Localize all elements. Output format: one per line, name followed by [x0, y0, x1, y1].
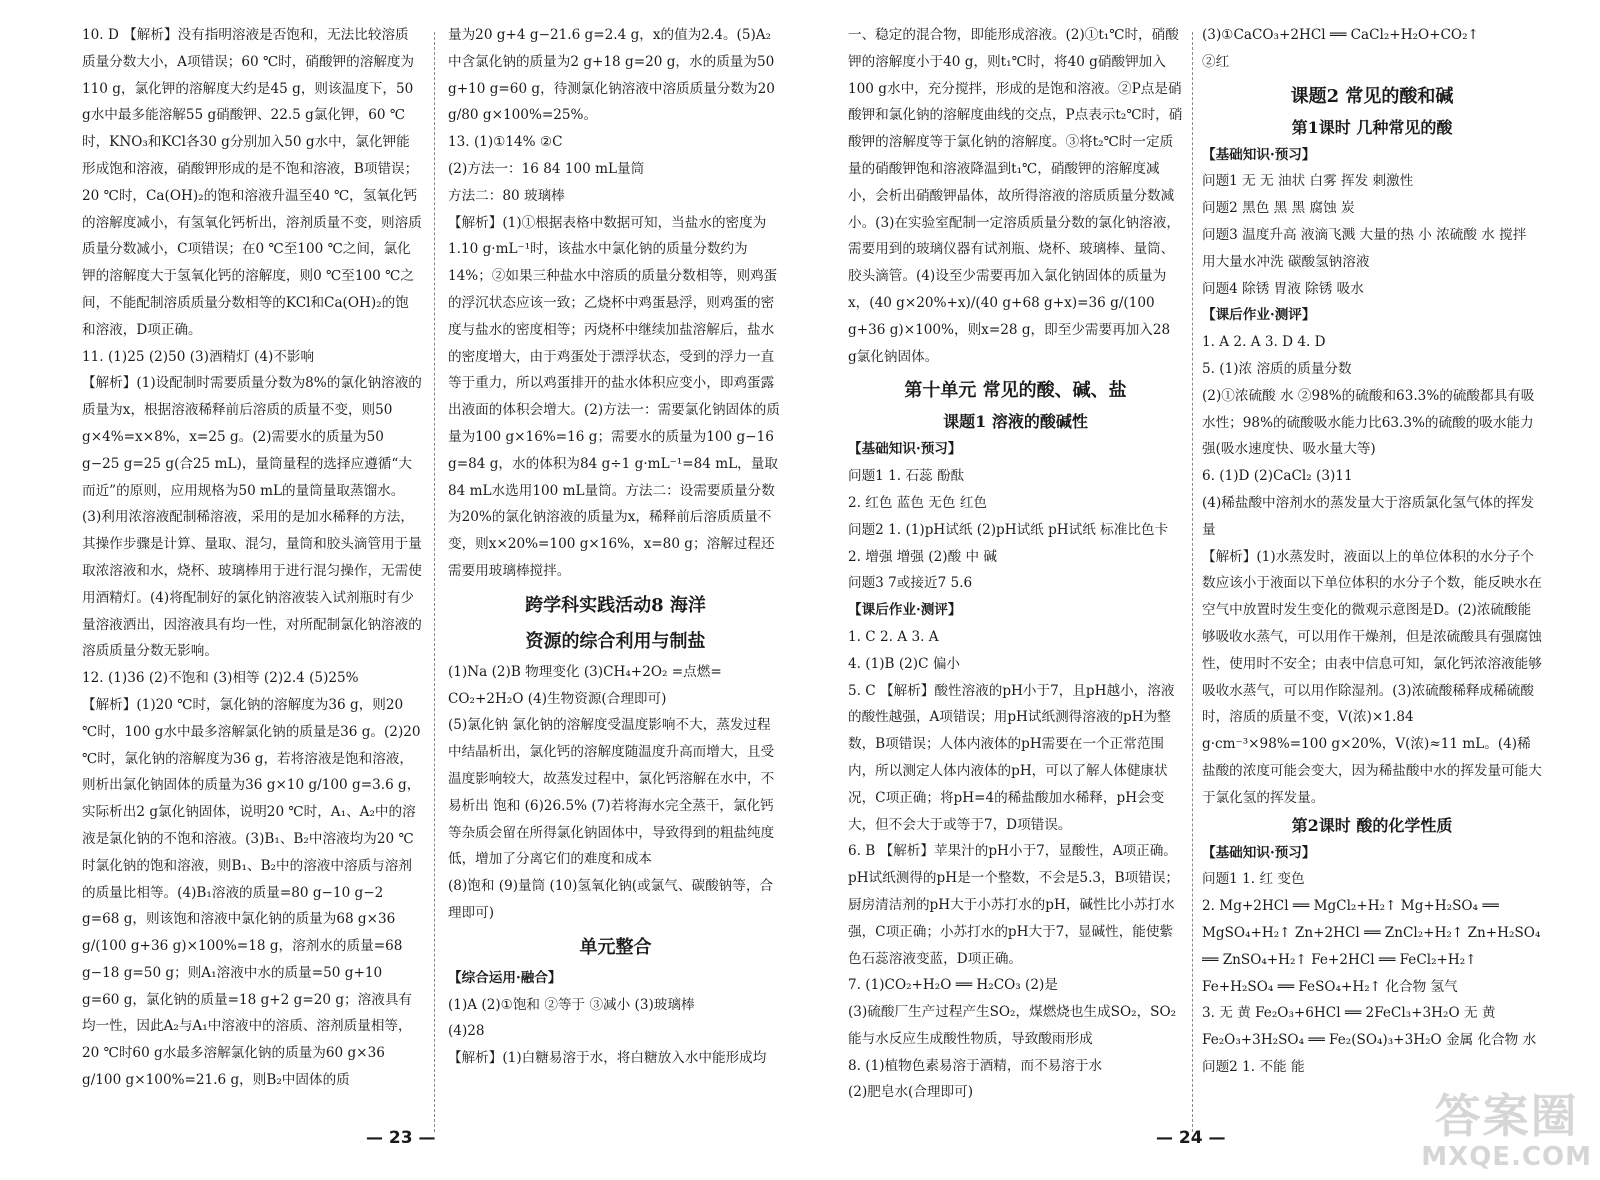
activity-answer-8: (8)饱和 (9)量筒 (10)氢氧化钠(或氯气、碳酸钠等，合理即可): [448, 878, 774, 921]
q1-line1: 问题1 1. 石蕊 酚酞: [848, 468, 965, 485]
hw-8-2: (2)肥皂水(合理即可): [848, 1084, 974, 1101]
review-answer-4: (4)28: [448, 1023, 485, 1040]
watermark: [1421, 1090, 1592, 1172]
hw-6-analysis: 【解析】(1)水蒸发时，液面以上的单位体积的水分子个数应该小于液面以下单位体积的水分子个数，能反映水在空气中放置时发生变化的微观示意图是D。(2)浓硫酸能够吸收水蒸气，可以用作干燥剂，但是浓硫酸具有强腐蚀性，使用时不安全；由表中信息可知，氯化钙浓溶液能够吸收水蒸气，可以用作除湿剂。(3)浓硫酸稀释成稀硫酸时，溶质的质量不变，V(浓)×1.84 g·cm⁻³×98%=100 g×20%，V(浓)≈11 mL。(4)稀盐酸的浓度可能会变大，因为稀盐酸中水的挥发量可能大于氯化氢的挥发量。: [1202, 548, 1542, 806]
column-divider: [1192, 32, 1193, 1132]
hw-7-3: (3)硫酸厂生产过程产生SO₂，煤燃烧也生成SO₂，SO₂能与水反应生成酸性物质，导致酸雨形成: [848, 1004, 1177, 1047]
right-column-1: [848, 22, 1183, 1142]
q2-line1: 问题2 1. (1)pH试纸 (2)pH试纸 pH试纸 标准比色卡: [848, 521, 1169, 538]
analysis-12: 【解析】(1)20 ℃时，氯化钠的溶解度为36 g，则20 ℃时，100 g水中最多溶解氯化钠的质量是36 g。(2)20 ℃时，氯化钠的溶解度为36 g，若将溶液是饱和溶液，则析出氯化钠固体的质量为36 g×10 g/100 g=3.6 g，实际析出2 g氯化钠固体，说明20 ℃时，A₁、A₂中的溶液是氯化钠的不饱和溶液。(3)B₁、B₂中溶液均为20 ℃时氯化钠的饱和溶液，则B₁、B₂中的溶液中溶质与溶剂的质量比相等。(4)B₁溶液的质量=80 g−10 g−2 g=68 g，则该饱和溶液中氯化钠的质量为68 g×36 g/(100 g+36 g)×100%=18 g，溶剂水的质量=68 g−18 g=50 g；则A₁溶液中水的质量=50 g+10 g=60 g，氯化钠的质量=18 g+2 g=20 g；溶液具有均一性，因此A₂与A₁中溶液中的溶质、溶剂质量相等，20 ℃时60 g水最多溶解氯化钠的质量为60 g×36 g/100 g×100%=21.6 g，则B₂中固体的质: [82, 696, 421, 1089]
section-heading: 跨学科实践活动8 海洋: [525, 594, 706, 616]
lesson-title: 课题2 常见的酸和碱: [1290, 85, 1454, 107]
section-heading-unit-review: 单元整合: [579, 936, 652, 958]
watermark-logo: 答案圈: [1434, 1089, 1579, 1143]
hw-5: 5. (1)浓 溶质的质量分数: [1202, 360, 1352, 377]
hw-6: 6. B 【解析】苹果汁的pH小于7，显酸性，A项正确。pH试纸测得的pH是一个整数，不会是5.3，B项错误；厨房清洁剂的pH大于小苏打水的pH，碱性比小苏打水强，C项正确；小苏打水的pH大于7，显碱性，能使紫色石蕊溶液变蓝，D项正确。: [848, 843, 1180, 967]
answer-12: 12. (1)36 (2)不饱和 (3)相等 (2)2.4 (5)25%: [82, 670, 359, 687]
q3: 问题3 温度升高 液滴飞溅 大量的热 小 浓硫酸 水 搅拌 用大量水冲洗 碳酸氢钠溶液: [1202, 226, 1527, 270]
hw-1-3: 1. C 2. A 3. A: [848, 628, 939, 645]
q2: 问题2 1. 不能 能: [1202, 1058, 1305, 1075]
subsection-tag: 【综合运用·融合】: [448, 969, 562, 986]
period-title: 第1课时 几种常见的酸: [1291, 117, 1453, 137]
review-answer-1: (1)A (2)①饱和 ②等于 ③减小 (3)玻璃棒: [448, 996, 695, 1013]
hw-7: 7. (1)CO₂+H₂O ══ H₂CO₃ (2)是: [848, 977, 1058, 994]
hw-5-2: (2)①浓硫酸 水 ②98%的硫酸和63.3%的硫酸都具有吸水性；98%的硫酸吸水能力比63.3%的硫酸的吸水能力强(吸水速度快、吸水量大等): [1202, 387, 1535, 458]
analysis-12-cont: 量为20 g+4 g−21.6 g=2.4 g，x的值为2.4。(5)A₂中含氯化钠的质量为2 g+18 g=20 g，水的质量为50 g+10 g=60 g，待测氯化钠溶液中溶质质量分数为20 g/80 g×100%=25%。: [448, 27, 775, 124]
hw-8-3b: ②红: [1202, 53, 1230, 70]
subsection-tag: 【基础知识·预习】: [1202, 844, 1316, 861]
q1-line2: 2. 红色 蓝色 无色 红色: [848, 494, 988, 511]
analysis-11: 【解析】(1)设配制时需要质量分数为8%的氯化钠溶液的质量为x，根据溶液稀释前后溶质的质量不变，则50 g×4%=x×8%，x=25 g。(2)需要水的质量为50 g−25 g=25 g(合25 mL)，量筒量程的选择应遵循“大而近”的原则，应用规格为50 mL的量筒量取蒸馏水。(3)利用浓溶液配制稀溶液，采用的是加水稀释的方法，其操作步骤是计算、量取、混匀，量筒和胶头滴管用于量取浓溶液和水，烧杯、玻璃棒用于进行混匀操作，无需使用酒精灯。(4)将配制好的氯化钠溶液装入试剂瓶时有少量溶液洒出，因溶液具有均一性，对所配制氯化钠溶液的溶质质量分数无影响。: [82, 375, 422, 660]
answer-13-2b: 方法二：80 玻璃棒: [448, 187, 565, 204]
activity-answer-5: (5)氯化钠 氯化钠的溶解度受温度影响不大，蒸发过程中结晶析出，氯化钙的溶解度随温度升高而增大，且受温度影响较大，故蒸发过程中，氯化钙溶解在水中，不易析出 饱和 (6)26.5% (7)若将海水完全蒸干，氯化钙等杂质会留在所得氯化钠固体中，导致得到的粗盐纯度低，增加了分离它们的难度和成本: [448, 717, 775, 868]
section-heading-line2: 资源的综合利用与制盐: [525, 630, 706, 652]
column-divider: [434, 32, 435, 1132]
review-analysis: 【解析】(1)白糖易溶于水，将白糖放入水中能形成均: [448, 1050, 767, 1067]
unit-title: 第十单元 常见的酸、碱、盐: [904, 380, 1127, 402]
hw-8: 8. (1)植物色素易溶于酒精，而不易溶于水: [848, 1057, 1103, 1074]
q1: 问题1 1. 红 变色: [1202, 871, 1305, 888]
answer-13: 13. (1)①14% ②C: [448, 134, 563, 151]
hw-6: 6. (1)D (2)CaCl₂ (3)11: [1202, 468, 1353, 485]
subsection-tag: 【课后作业·测评】: [1202, 307, 1316, 324]
q4: 问题4 除锈 胃液 除锈 吸水: [1202, 280, 1364, 297]
q3: 问题3 7或接近7 5.6: [848, 575, 973, 592]
lesson-title: 课题1 溶液的酸碱性: [943, 412, 1088, 432]
answer-11: 11. (1)25 (2)50 (3)酒精灯 (4)不影响: [82, 348, 315, 365]
analysis-13: 【解析】(1)①根据表格中数据可知，当盐水的密度为1.10 g·mL⁻¹时，该盐水中氯化钠的质量分数约为14%；②如果三种盐水中溶质的质量分数相等，则鸡蛋的浮沉状态应该一致；乙烧杯中鸡蛋悬浮，则鸡蛋的密度与盐水的密度相等；丙烧杯中继续加盐溶解后，盐水的密度增大，由于鸡蛋处于漂浮状态，受到的浮力一直等于重力，所以鸡蛋排开的盐水体积应变小，即鸡蛋露出液面的体积会增大。(2)方法一：需要氯化钠固体的质量为100 g×16%=16 g；需要水的质量为100 g−16 g=84 g，水的体积为84 g÷1 g·mL⁻¹=84 mL，量取84 mL水选用100 mL量筒。方法二：设需要质量分数为20%的氯化钠溶液的质量为x，稀释前后溶质质量不变，则x×20%=100 g×16%，x=80 g；溶解过程还需要用玻璃棒搅拌。: [448, 214, 780, 579]
page-number-right: — 24 —: [1156, 1128, 1226, 1148]
hw-6-4: (4)稀盐酸中溶剂水的蒸发量大于溶质氯化氢气体的挥发量: [1202, 494, 1534, 538]
subsection-tag: 【课后作业·测评】: [848, 602, 962, 619]
q1-2: 2. Mg+2HCl ══ MgCl₂+H₂↑ Mg+H₂SO₄ ══ MgSO₄+H₂↑ Zn+2HCl ══ ZnCl₂+H₂↑ Zn+H₂SO₄ ══ ZnSO₄+H₂↑ Fe+2HCl ══ FeCl₂+H₂↑ Fe+H₂SO₄ ══ FeSO₄+H₂↑ 化合物 氢气: [1202, 898, 1541, 995]
q2: 问题2 黑色 黑 黑 腐蚀 炭: [1202, 200, 1355, 217]
hw-4: 4. (1)B (2)C 偏小: [848, 655, 961, 672]
hw-8-3: (3)①CaCO₃+2HCl ══ CaCl₂+H₂O+CO₂↑: [1202, 27, 1479, 43]
q1-3: 3. 无 黄 Fe₂O₃+6HCl ══ 2FeCl₃+3H₂O 无 黄 Fe₂O₃+3H₂SO₄ ══ Fe₂(SO₄)₃+3H₂O 金属 化合物 水: [1202, 1005, 1537, 1049]
answer-13-2a: (2)方法一：16 84 100 mL量筒: [448, 160, 645, 177]
left-column-1: [82, 22, 422, 1142]
activity-answer-1: (1)Na (2)B 物理变化 (3)CH₄+2O₂ =点燃= CO₂+2H₂O (4)生物资源(合理即可): [448, 663, 722, 707]
hw-5: 5. C 【解析】酸性溶液的pH小于7，且pH越小，溶液的酸性越强，A项错误；用pH试纸测得溶液的pH为整数，B项错误；人体内液体的pH需要在一个正常范围内，所以测定人体内液体的pH，可以了解人体健康状况，C项正确；将pH=4的稀盐酸加水稀释，pH会变大，但不会大于或等于7，D项错误。: [848, 682, 1175, 833]
q2-line2: 2. 增强 增强 (2)酸 中 碱: [848, 548, 997, 565]
q1: 问题1 无 无 油状 白雾 挥发 刺激性: [1202, 173, 1414, 190]
right-column-2: [1202, 22, 1542, 1142]
period-title: 第2课时 酸的化学性质: [1291, 815, 1453, 835]
left-column-2: [448, 22, 783, 1142]
subsection-tag: 【基础知识·预习】: [848, 441, 962, 458]
subsection-tag: 【基础知识·预习】: [1202, 146, 1316, 163]
page-number-left: — 23 —: [366, 1128, 436, 1148]
analysis-cont: 一、稳定的混合物，即能形成溶液。(2)①t₁℃时，硝酸钾的溶解度小于40 g，则t₁℃时，将40 g硝酸钾加入100 g水中，充分搅拌，形成的是饱和溶液。②P点是硝酸钾和氯化钠的溶解度曲线的交点，P点表示t₂℃时，硝酸钾的溶解度等于氯化钠的溶解度。③将t₂℃时一定质量的硝酸钾饱和溶液降温到t₁℃，硝酸钾的溶解度减小，会析出硝酸钾晶体，故所得溶液的溶质质量分数减小。(3)在实验室配制一定溶质质量分数的氯化钠溶液，需要用到的玻璃仪器有试剂瓶、烧杯、玻璃棒、量筒、胶头滴管。(4)设至少需要再加入氯化钠固体的质量为x，(40 g×20%+x)/(40 g+68 g+x)=36 g/(100 g+36 g)×100%，则x=28 g，即至少需要再加入28 g氯化钠固体。: [848, 27, 1183, 365]
watermark-url: MXQE.COM: [1421, 1142, 1592, 1172]
answer-10: 10. D 【解析】没有指明溶液是否饱和，无法比较溶质质量分数大小，A项错误；60 ℃时，硝酸钾的溶解度为110 g，氯化钾的溶解度大约是45 g，则该温度下，50 g水中最多能溶解55 g硝酸钾、22.5 g氯化钾，60 ℃时，KNO₃和KCl各30 g分别加入50 g水中，氯化钾能形成饱和溶液，硝酸钾形成的是不饱和溶液，B项错误；20 ℃时，Ca(OH)₂的饱和溶液升温至40 ℃，氢氧化钙的溶解度减小，有氢氧化钙析出，溶剂质量不变，则溶质质量分数减小，C项错误；在0 ℃至100 ℃之间，氯化钾的溶解度大于氢氧化钙的溶解度，则0 ℃至100 ℃之间，不能配制溶质质量分数相等的KCl和Ca(OH)₂的饱和溶液，D项正确。: [82, 27, 422, 338]
right-page: [800, 0, 1600, 1180]
hw-1-4: 1. A 2. A 3. D 4. D: [1202, 334, 1326, 351]
